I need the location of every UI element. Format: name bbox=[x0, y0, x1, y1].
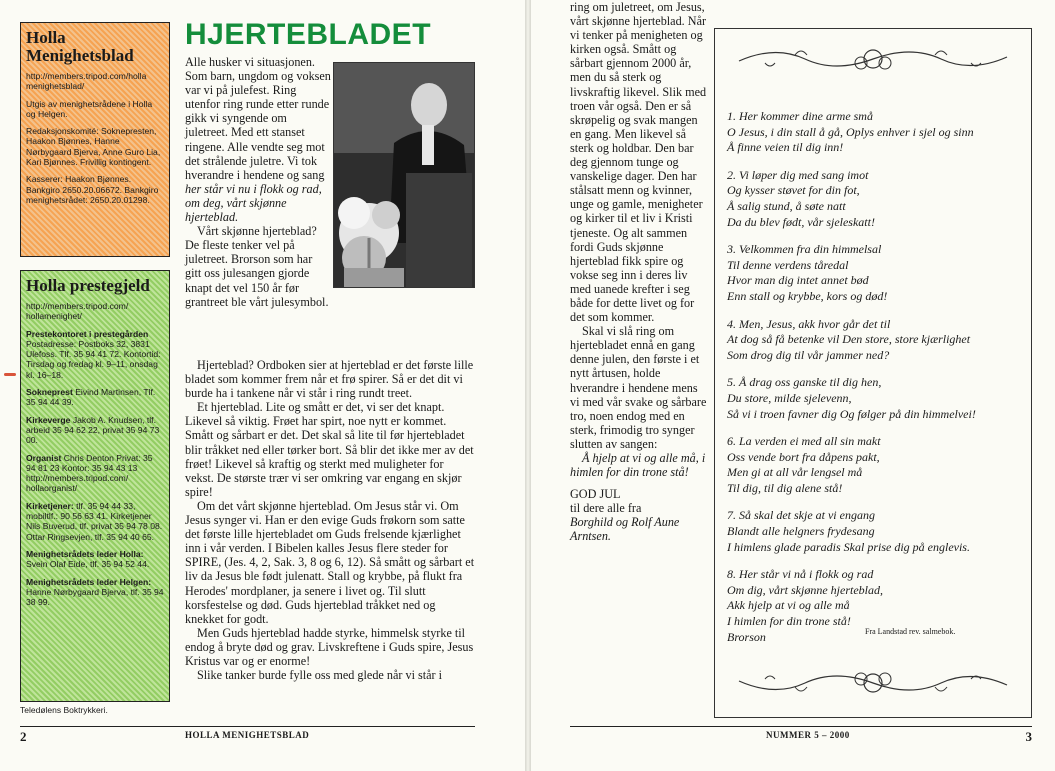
hymn-verse bbox=[727, 508, 1027, 555]
verse-line: I himlens glade paradis Skal prise dig på englevis. bbox=[727, 539, 970, 554]
speaker-photo bbox=[333, 62, 475, 288]
verse-line: 2. Vi løper dig med sang imot bbox=[727, 167, 869, 182]
parish-url[interactable]: http://members.tripod.com/ hollamenighet/ bbox=[26, 301, 129, 322]
greeting-text: til dere alle fra bbox=[570, 501, 642, 516]
article-column-1 bbox=[185, 55, 331, 309]
article-paragraph: Et hjerteblad. Lite og smått er det, vi ser det knapt. Likevel så viktig. Frøet har spirt, noe nytt er kommet. Smått og sårbart er det. Det skal så lite til før hjertebladet blir tråkket ned eller tørker bort. Så blir det ikke mer av det frøet! Likevel så kraftig og sterkt med muligheter for vekst. De største trær vi ser omkring var engang en skjør spire! bbox=[185, 400, 474, 499]
office-label: Prestekontoret i prestegården bbox=[26, 328, 149, 339]
intro-text: Alle husker vi situasjonen. Som barn, ungdom og voksen var vi på julefest. Ring utenfor ring runde etter runde gikk vi syngende om juletreet. Med ett stanset ringene. Alle vendte seg mot det strålende juletre. Vi tok hverandre i hendene og sang bbox=[185, 55, 331, 182]
verse-line: Å finne veien til dig inn! bbox=[727, 140, 844, 155]
sexton-entry bbox=[26, 501, 164, 542]
song-quote: her står vi nu i flokk og rad, om deg, vårt skjønne hjerteblad. bbox=[185, 181, 322, 225]
council-holla-label: Menighetsrådets leder Holla: bbox=[26, 548, 144, 559]
hymn-verses bbox=[727, 109, 1027, 657]
verse-line: 3. Velkommen fra din himmelsal bbox=[727, 242, 882, 257]
printer-credit: Teledølens Boktrykkeri. bbox=[20, 705, 108, 715]
article-paragraph bbox=[185, 55, 331, 224]
verse-line: Akk hjelp at vi og alle må bbox=[727, 598, 850, 613]
publisher-text: Utgis av menighetsrådene i Holla og Helgen. bbox=[26, 98, 153, 119]
verger-label: Kirkeverge bbox=[26, 414, 71, 425]
right-footer bbox=[570, 726, 1032, 744]
verse-line: Da du blev født, vår sjeleskatt! bbox=[727, 214, 875, 229]
hymn-verse bbox=[727, 242, 1027, 304]
verse-line: Til dig, til dig alene stå! bbox=[727, 480, 843, 495]
verse-line: Blandt alle helgners frydesang bbox=[727, 524, 875, 539]
verse-line: 7. Så skal det skje at vi engang bbox=[727, 508, 875, 523]
verse-line: 6. La verden ei med all sin makt bbox=[727, 434, 881, 449]
committee-text: Redaksjonskomité: Soknepresten, Haakon Bjønnes, Hanne Nørbygaard Bjerva, Anne Guro Lia, Kari Bjønnes. Frivillig kontingent. bbox=[26, 126, 161, 168]
council-holla-text: Svein Olaf Eide, tlf. 35 94 52 44. bbox=[26, 559, 150, 570]
verse-line: Å salig stund, å søte natt bbox=[727, 198, 846, 213]
left-footer bbox=[20, 726, 475, 744]
verse-line: Enn stall og krybbe, kors og død! bbox=[727, 288, 888, 303]
running-title-left: HOLLA MENIGHETSBLAD bbox=[185, 730, 310, 740]
council-holla-entry bbox=[26, 549, 164, 570]
organist-text: Chris Denton Privat: 35 94 81 23 Kontor: 35 94 43 13 http://members.tripod.com/ hollaorganist/ bbox=[26, 452, 153, 494]
masthead-box bbox=[20, 22, 170, 257]
verse-line: 4. Men, Jesus, akk hvor går det til bbox=[727, 316, 891, 331]
floral-ornament-icon bbox=[735, 41, 1011, 77]
hymn-verse bbox=[727, 168, 1027, 230]
article-paragraph: Men Guds hjerteblad hadde styrke, himmelsk styrke til endog å bryte død og grav. Livskreftene i Guds spire, Jesus Kristus var og er enorme! bbox=[185, 625, 474, 668]
priest-entry bbox=[26, 387, 164, 408]
verse-line: At dog så få betenke vil Den store, store kjærlighet bbox=[727, 332, 971, 347]
parish-title: Holla prestegjeld bbox=[26, 276, 150, 295]
closing-quote: Å hjelp at vi og alle må, i himlen for din trone stå! bbox=[570, 451, 706, 480]
council-helgen-entry bbox=[26, 577, 164, 608]
priest-text: Eivind Martinsen, Tlf. 35 94 44 39. bbox=[26, 387, 156, 408]
verse-line: I himlen for din trone stå! bbox=[727, 614, 851, 629]
hymn-verse bbox=[727, 434, 1027, 496]
verse-line: O Jesus, i din stall å gå, Oplys enhver i sjel og sinn bbox=[727, 124, 974, 139]
hymn-author: Brorson bbox=[727, 629, 766, 644]
verse-line: 1. Her kommer dine arme små bbox=[727, 109, 873, 123]
greeting-heading: GOD JUL bbox=[570, 487, 621, 502]
margin-mark-icon bbox=[4, 373, 16, 376]
verse-line: 5. Å drag oss ganske til dig hen, bbox=[727, 375, 882, 390]
organist-entry bbox=[26, 453, 164, 494]
verse-line: Og kysser støvet for din fot, bbox=[727, 183, 860, 198]
article-title: HJERTEBLADET bbox=[185, 18, 432, 51]
article-paragraph: Slike tanker burde fylle oss med glede når vi står i bbox=[197, 668, 443, 683]
hymn-verse bbox=[727, 375, 1027, 422]
hymn-verse bbox=[727, 109, 1027, 156]
page-number-left: 2 bbox=[20, 729, 27, 744]
article-paragraph: ring om juletreet, om Jesus, vårt skjønne hjerteblad. Når vi tenker på menigheten og kirken også. Smått og sårbart gjennom 2000 år, men du så sterk og livskraftig likevel. Slik med troen vår også. Den er så skrøpelig og svak mangen en gang. Men likevel så sterk og holdbar. Den bar deg gjennom tunge og vanskelige dager. Den har stålsatt menn og kvinner, unge og gamle, menigheter og kirker til et liv i Kristi tjeneste. Og alt sammen fordi Guds skjønne hjerteblad fikk spire og vokse seg inn i deres liv med uanede krefter i seg både for dette livet og for det som kommer. bbox=[570, 0, 707, 325]
article-paragraph: Vårt skjønne hjerteblad? De fleste tenker vel på juletreet. Brorson som har gitt oss julesangen gjorde knapt det vel 150 år før grantreet ble vårt julesymbol. bbox=[185, 224, 329, 309]
author-signature: Borghild og Rolf Aune Arntsen. bbox=[570, 515, 680, 544]
council-helgen-text: Hanne Nørbygaard Bjerva, tlf. 35 94 38 99. bbox=[26, 586, 164, 608]
article-paragraph: Hjerteblad? Ordboken sier at hjerteblad er det første lille bladet som kommer frem når et frø spirer. Så er det dit vi burde ha i tankene når vi står i ring rundt treet. bbox=[185, 358, 474, 401]
article-paragraph: Om det vårt skjønne hjerteblad. Om Jesus står vi. Om Jesus synger vi. Han er den evige Guds frøkorn som satte det første lille hjertebladet om Guds frelsende kjærlighet inn i vår verden. I Bibelen kalles Jesus flere steder for SPIRE, (Jes. 4, 2, Sak. 3, 8 og 6, 12). Så smått og sårbart et liv da Jesus ble født julenatt. Stall og krybbe, på flukt fra Herodes' mordplaner, ja senere i livet og. Til slutt korsfestelse og død. Guds hjerteblad tråkket ned og knekket for godt. bbox=[185, 498, 475, 626]
verse-line: Som drog dig til vår jammer ned? bbox=[727, 347, 890, 362]
verse-line: Men gi at all vår lengsel må bbox=[727, 465, 863, 480]
floral-ornament-icon bbox=[735, 665, 1011, 701]
sexton-label: Kirketjener: bbox=[26, 500, 74, 511]
parish-contact-box bbox=[20, 270, 170, 702]
verse-line: Du store, milde sjelevenn, bbox=[727, 390, 852, 405]
office-text: Postadresse: Postboks 32, 3831 Ulefoss. Tlf. 35 94 41 72. Kontortid: Tirsdag og fredag kl. 9–11, onsdag kl. 16–18. bbox=[26, 338, 161, 380]
verse-line: 8. Her står vi nå i flokk og rad bbox=[727, 567, 874, 582]
verse-line: Om dig, vårt skjønne hjerteblad, bbox=[727, 582, 883, 597]
masthead-title: Holla Menighetsblad bbox=[26, 28, 134, 65]
article-column-3 bbox=[570, 0, 710, 544]
article-column-2 bbox=[185, 358, 475, 682]
verse-line: Så vi i troen favner dig Og følger på din himmelvei! bbox=[727, 406, 976, 421]
council-helgen-label: Menighetsrådets leder Helgen: bbox=[26, 576, 152, 587]
masthead-url[interactable]: http://members.tripod.com/holla menighetsblad/ bbox=[26, 71, 147, 92]
organist-label: Organist bbox=[26, 452, 62, 463]
verger-text: Jakob A. Knudsen, tlf. arbeid 35 94 62 22, privat 35 94 73 00. bbox=[26, 414, 160, 446]
verger-entry bbox=[26, 415, 164, 446]
verse-line: Til denne verdens tåredal bbox=[727, 257, 849, 272]
verse-line: Hvor man dig intet annet bød bbox=[727, 273, 869, 288]
hymn-box bbox=[714, 28, 1032, 718]
office-entry bbox=[26, 329, 164, 380]
treasurer-text: Kasserer: Haakon Bjønnes. Bankgiro 2650.20.06672. Bankgiro menighetsrådet: 2650.20.01298. bbox=[26, 174, 159, 205]
page-number-right: 3 bbox=[1025, 729, 1032, 744]
priest-label: Sokneprest bbox=[26, 387, 73, 398]
speaker-photo-icon bbox=[334, 63, 474, 287]
hymn-verse bbox=[727, 317, 1027, 364]
sexton-text: tlf. 35 94 44 33, mobiltlf.: 90 56 63 41. Kirketjener Nils Buverud, tlf. privat 35 94 78 08. Ottar Ringsevjen, tlf. 35 94 40 65. bbox=[26, 500, 163, 542]
article-paragraph: Skal vi slå ring om hjertebladet ennå en gang denne julen, den første i et nytt årtusen, holde hverandre i hendene mens vi med vår svake og sårbare tro, noen endog med en sterk, frimodig tro synger slutten av sangen: bbox=[570, 324, 707, 451]
verse-line: Oss vende bort fra dåpens pakt, bbox=[727, 449, 880, 464]
hymn-source: Fra Landstad rev. salmebok. bbox=[865, 627, 956, 636]
issue-number: NUMMER 5 – 2000 bbox=[766, 730, 850, 740]
